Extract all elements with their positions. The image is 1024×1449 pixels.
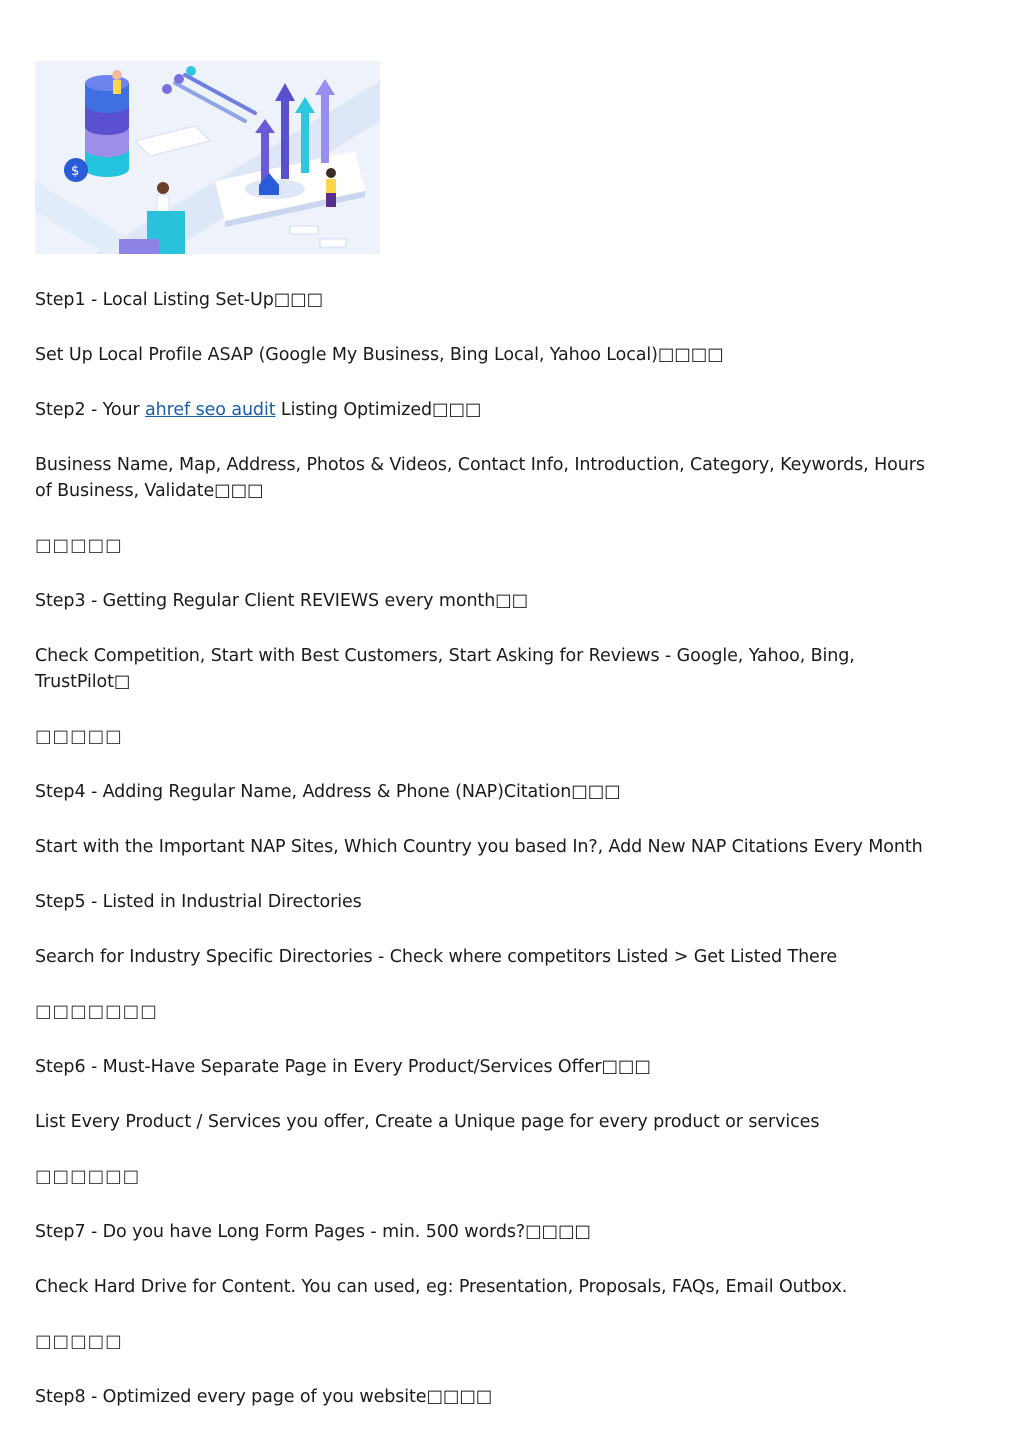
step6-detail: List Every Product / Services you offer, Create a Unique page for every product or services: [35, 1112, 820, 1132]
step1-detail: Set Up Local Profile ASAP (Google My Business, Bing Local, Yahoo Local)□□□□: [35, 345, 724, 365]
step8-heading: Step8 - Optimized every page of you website□□□□: [35, 1387, 493, 1407]
step1-heading: Step1 - Local Listing Set-Up□□□: [35, 290, 324, 310]
step6-heading: Step6 - Must-Have Separate Page in Every Product/Services Offer□□□: [35, 1057, 651, 1077]
step5-heading: Step5 - Listed in Industrial Directories: [35, 892, 362, 912]
glyph-line-3: □□□□□□□: [35, 1002, 158, 1022]
step2-heading: [35, 397, 935, 423]
step4-detail: Start with the Important NAP Sites, Which Country you based In?, Add New NAP Citations Every Month: [35, 837, 923, 857]
seo-illustration: [35, 61, 380, 254]
glyph-line-4: □□□□□□: [35, 1167, 141, 1187]
step2-detail: Business Name, Map, Address, Photos & Videos, Contact Info, Introduction, Category, Keywords, Hours of Business, Validate□□□: [35, 455, 925, 501]
svg-text:$: $: [71, 164, 80, 179]
glyph-line-2: □□□□□: [35, 727, 123, 747]
step2-suffix: Listing Optimized□□□: [275, 400, 482, 420]
step7-heading: Step7 - Do you have Long Form Pages - min. 500 words?□□□□: [35, 1222, 591, 1242]
step3-detail: Check Competition, Start with Best Customers, Start Asking for Reviews - Google, Yahoo, Bing, TrustPilot□: [35, 646, 855, 692]
step3-heading: Step3 - Getting Regular Client REVIEWS every month□□: [35, 591, 529, 611]
step2-prefix: Step2 - Your: [35, 400, 146, 420]
step7-detail: Check Hard Drive for Content. You can used, eg: Presentation, Proposals, FAQs, Email Outbox.: [35, 1277, 848, 1297]
glyph-line-5: □□□□□: [35, 1332, 123, 1352]
document-page: [35, 61, 935, 1410]
step5-detail: Search for Industry Specific Directories - Check where competitors Listed > Get Listed There: [35, 947, 838, 967]
step4-heading: Step4 - Adding Regular Name, Address & Phone (NAP)Citation□□□: [35, 782, 621, 802]
glyph-line-1: □□□□□: [35, 536, 123, 556]
ahref-seo-audit-link[interactable]: ahref seo audit: [145, 400, 276, 420]
